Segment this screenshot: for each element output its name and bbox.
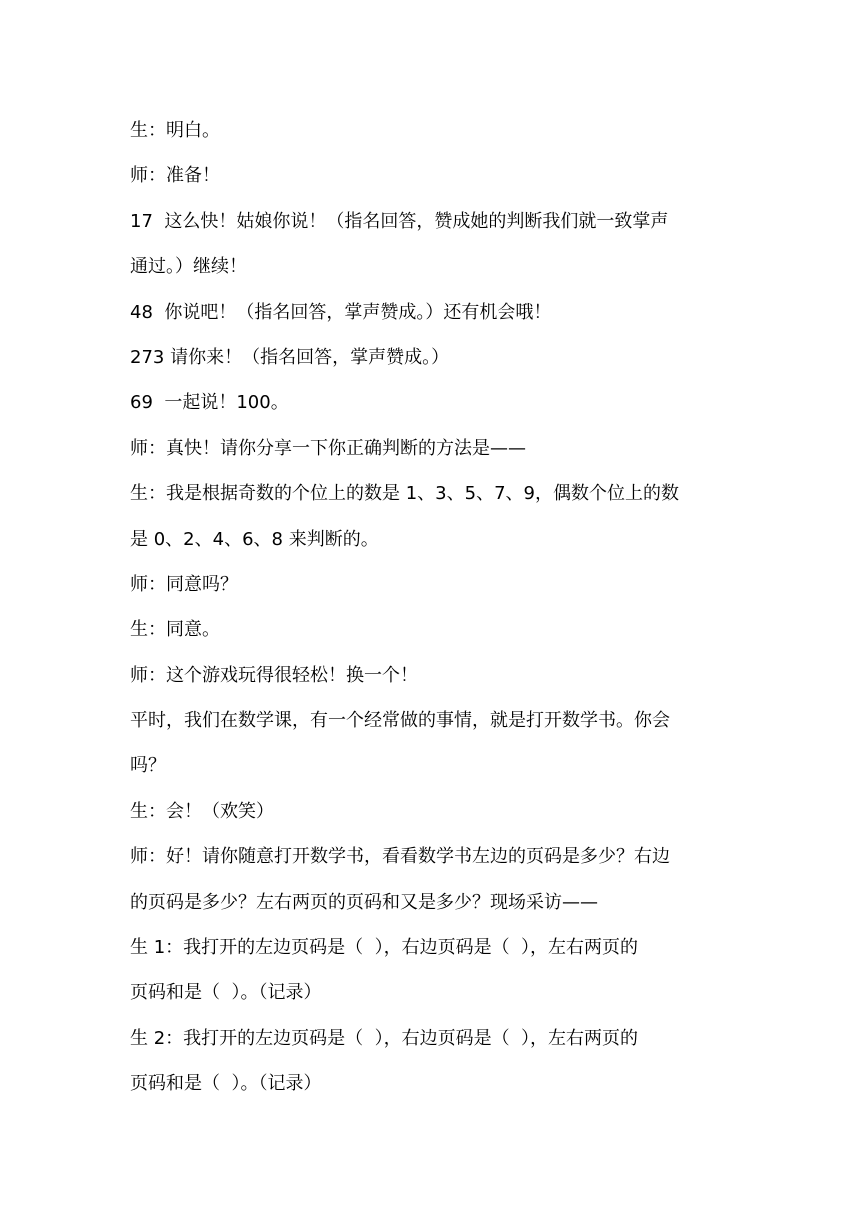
text-line-1: 生：明白。 — [130, 120, 220, 141]
text-line-17: 师：好！请你随意打开数学书，看看数学书左边的页码是多少？右边 — [130, 846, 670, 868]
text-line-3: 17 这么快！姑娘你说！（指名回答，赞成她的判断我们就一致掌声 — [130, 210, 669, 232]
text-line-13: 师：这个游戏玩得很轻松！换一个！ — [130, 664, 418, 686]
text-line-5: 48 你说吧！（指名回答，掌声赞成。）还有机会哦！ — [130, 301, 552, 323]
document-body — [130, 108, 734, 1107]
text-line-6: 273 请你来！（指名回答，掌声赞成。） — [130, 346, 450, 368]
text-line-16: 生：会！（欢笑） — [130, 800, 274, 822]
text-line-4: 通过。）继续！ — [130, 256, 247, 278]
text-line-7: 69 一起说！100。 — [130, 392, 289, 414]
text-line-14: 平时，我们在数学课，有一个经常做的事情，就是打开数学书。你会 — [130, 710, 670, 732]
text-line-10: 是 0、2、4、6、8 来判断的。 — [130, 528, 379, 550]
text-line-9: 生：我是根据奇数的个位上的数是 1、3、5、7、9，偶数个位上的数 — [130, 483, 679, 505]
text-line-2: 师：准备！ — [130, 165, 220, 187]
text-line-11: 师：同意吗？ — [130, 573, 238, 595]
text-line-18: 的页码是多少？左右两页的页码和又是多少？现场采访—— — [130, 891, 598, 913]
text-line-21: 生 2：我打开的左边页码是（ ），右边页码是（ ），左右两页的 — [130, 1027, 639, 1049]
text-line-20: 页码和是（ ）。（记录） — [130, 982, 322, 1004]
text-line-12: 生：同意。 — [130, 619, 220, 641]
text-line-22: 页码和是（ ）。（记录） — [130, 1073, 322, 1095]
text-line-19: 生 1：我打开的左边页码是（ ），右边页码是（ ），左右两页的 — [130, 937, 639, 959]
text-line-15: 吗？ — [130, 755, 166, 777]
text-line-8: 师：真快！请你分享一下你正确判断的方法是—— — [130, 437, 526, 459]
